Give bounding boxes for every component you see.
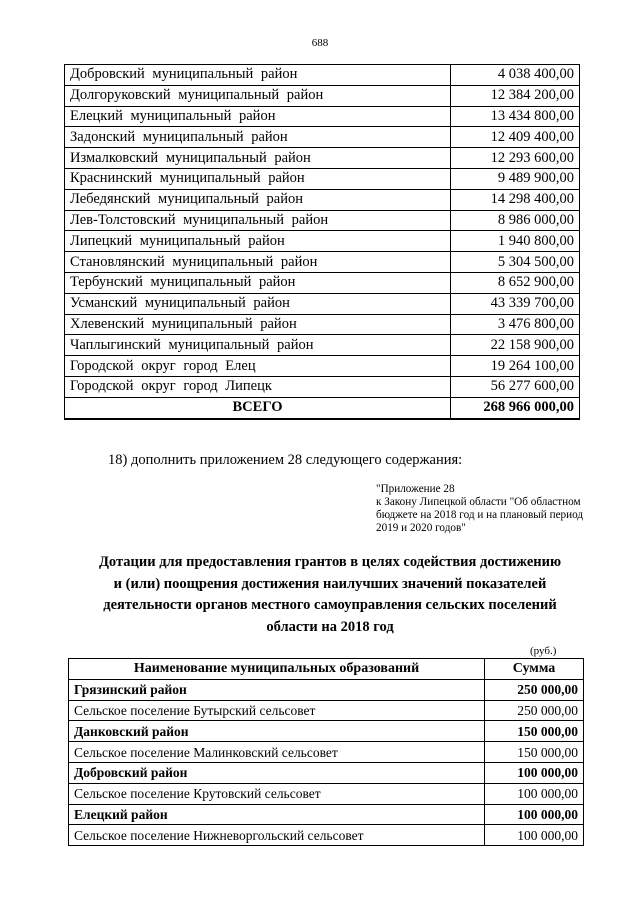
entity-name: Сельское поселение Бутырский сельсовет bbox=[69, 700, 485, 721]
total-label: ВСЕГО bbox=[65, 397, 451, 418]
district-name: Долгоруковский муниципальный район bbox=[65, 85, 451, 106]
district-amount: 8 986 000,00 bbox=[451, 210, 580, 231]
settlement-row bbox=[69, 783, 584, 804]
amendment-paragraph: 18) дополнить приложением 28 следующего содержания: bbox=[108, 452, 463, 468]
district-amount: 56 277 600,00 bbox=[451, 376, 580, 397]
column-header-amount: Сумма bbox=[485, 659, 584, 680]
district-name: Краснинский муниципальный район bbox=[65, 168, 451, 189]
entity-amount: 100 000,00 bbox=[485, 804, 584, 825]
table-row bbox=[65, 127, 580, 148]
district-amount: 12 384 200,00 bbox=[451, 85, 580, 106]
district-name: Лебедянский муниципальный район bbox=[65, 189, 451, 210]
settlement-row bbox=[69, 700, 584, 721]
district-row bbox=[69, 679, 584, 700]
district-name: Чаплыгинский муниципальный район bbox=[65, 335, 451, 356]
page-number: 688 bbox=[311, 37, 329, 49]
appendix-note-line: бюджете на 2018 год и на плановый период bbox=[376, 509, 584, 521]
table-row bbox=[65, 148, 580, 169]
entity-name: Елецкий район bbox=[69, 804, 485, 825]
subsidy-district-table bbox=[64, 64, 580, 420]
table-row bbox=[65, 210, 580, 231]
settlement-row bbox=[69, 825, 584, 846]
table-row bbox=[65, 293, 580, 314]
currency-unit-label: (руб.) bbox=[530, 645, 557, 657]
district-name: Городской округ город Липецк bbox=[65, 376, 451, 397]
table-row bbox=[65, 189, 580, 210]
appendix-note bbox=[376, 483, 626, 535]
district-amount: 3 476 800,00 bbox=[451, 314, 580, 335]
district-name: Елецкий муниципальный район bbox=[65, 106, 451, 127]
entity-name: Сельское поселение Крутовский сельсовет bbox=[69, 783, 485, 804]
entity-amount: 100 000,00 bbox=[485, 762, 584, 783]
table-row bbox=[65, 168, 580, 189]
table-row bbox=[65, 252, 580, 273]
district-amount: 13 434 800,00 bbox=[451, 106, 580, 127]
table-row bbox=[65, 335, 580, 356]
total-amount: 268 966 000,00 bbox=[451, 397, 580, 418]
settlement-row bbox=[69, 742, 584, 763]
district-name: Задонский муниципальный район bbox=[65, 127, 451, 148]
entity-name: Сельское поселение Нижневоргольский сельсовет bbox=[69, 825, 485, 846]
entity-amount: 100 000,00 bbox=[485, 825, 584, 846]
district-amount: 5 304 500,00 bbox=[451, 252, 580, 273]
district-amount: 9 489 900,00 bbox=[451, 168, 580, 189]
district-amount: 22 158 900,00 bbox=[451, 335, 580, 356]
heading-line: деятельности органов местного самоуправления сельских поселений bbox=[103, 597, 557, 613]
entity-amount: 250 000,00 bbox=[485, 700, 584, 721]
district-amount: 12 409 400,00 bbox=[451, 127, 580, 148]
entity-amount: 100 000,00 bbox=[485, 783, 584, 804]
district-amount: 12 293 600,00 bbox=[451, 148, 580, 169]
table-row bbox=[65, 85, 580, 106]
entity-name: Данковский район bbox=[69, 721, 485, 742]
district-amount: 8 652 900,00 bbox=[451, 272, 580, 293]
entity-amount: 150 000,00 bbox=[485, 721, 584, 742]
appendix-note-line: к Закону Липецкой области "Об областном bbox=[376, 496, 581, 508]
entity-amount: 250 000,00 bbox=[485, 679, 584, 700]
heading-line: области на 2018 год bbox=[266, 618, 394, 635]
heading-line: и (или) поощрения достижения наилучших значений показателей bbox=[113, 575, 547, 592]
table-row bbox=[65, 272, 580, 293]
table-row bbox=[65, 231, 580, 252]
table-row bbox=[65, 65, 580, 86]
district-name: Лев-Толстовский муниципальный район bbox=[65, 210, 451, 231]
district-row bbox=[69, 804, 584, 825]
district-name: Тербунский муниципальный район bbox=[65, 272, 451, 293]
grants-table bbox=[68, 658, 584, 846]
district-name: Хлевенский муниципальный район bbox=[65, 314, 451, 335]
entity-name: Грязинский район bbox=[69, 679, 485, 700]
table-row bbox=[65, 314, 580, 335]
district-amount: 4 038 400,00 bbox=[451, 65, 580, 86]
district-name: Липецкий муниципальный район bbox=[65, 231, 451, 252]
heading-line: Дотации для предоставления грантов в целях содействия достижению bbox=[98, 554, 562, 570]
entity-name: Сельское поселение Малинковский сельсовет bbox=[69, 742, 485, 763]
table-row bbox=[65, 376, 580, 397]
table-row bbox=[65, 106, 580, 127]
district-amount: 43 339 700,00 bbox=[451, 293, 580, 314]
district-name: Городской округ город Елец bbox=[65, 356, 451, 377]
entity-name: Добровский район bbox=[69, 762, 485, 783]
appendix-note-line: "Приложение 28 bbox=[376, 483, 455, 495]
district-name: Измалковский муниципальный район bbox=[65, 148, 451, 169]
district-name: Становлянский муниципальный район bbox=[65, 252, 451, 273]
table-header-row bbox=[69, 659, 584, 680]
district-amount: 1 940 800,00 bbox=[451, 231, 580, 252]
district-row bbox=[69, 721, 584, 742]
entity-amount: 150 000,00 bbox=[485, 742, 584, 763]
section-heading bbox=[40, 552, 620, 638]
column-header-name: Наименование муниципальных образований bbox=[69, 659, 485, 680]
total-row bbox=[65, 397, 580, 418]
district-name: Усманский муниципальный район bbox=[65, 293, 451, 314]
district-amount: 14 298 400,00 bbox=[451, 189, 580, 210]
appendix-note-line: 2019 и 2020 годов" bbox=[376, 522, 466, 534]
table-row bbox=[65, 356, 580, 377]
district-row bbox=[69, 762, 584, 783]
district-name: Добровский муниципальный район bbox=[65, 65, 451, 86]
district-amount: 19 264 100,00 bbox=[451, 356, 580, 377]
